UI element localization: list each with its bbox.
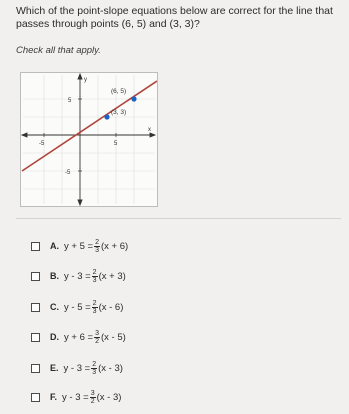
frac-num: 2 bbox=[92, 360, 97, 368]
eq-lhs: y + 6 = bbox=[64, 331, 94, 343]
frac-num: 2 bbox=[92, 268, 97, 276]
choice-letter: A. bbox=[50, 241, 59, 251]
grid bbox=[23, 75, 155, 204]
frac-num: 2 bbox=[95, 238, 99, 246]
eq-fraction bbox=[92, 269, 98, 284]
checkbox-d[interactable] bbox=[31, 333, 40, 342]
eq-fraction bbox=[94, 239, 100, 254]
graph-svg bbox=[21, 73, 157, 206]
choice-letter: B. bbox=[50, 271, 59, 281]
choice-f[interactable] bbox=[31, 390, 121, 404]
eq-fraction bbox=[91, 361, 97, 376]
frac-den: 2 bbox=[90, 397, 95, 405]
instruction-text: Check all that apply. bbox=[16, 45, 101, 56]
point-label-3-3: (3, 3) bbox=[111, 109, 127, 116]
choice-letter: F. bbox=[50, 392, 58, 402]
eq-rhs: (x - 5) bbox=[100, 331, 126, 343]
choice-letter: C. bbox=[50, 302, 59, 312]
choice-equation bbox=[64, 361, 123, 376]
frac-den: 2 bbox=[95, 337, 99, 345]
eq-lhs: y - 3 = bbox=[62, 391, 89, 403]
y-axis-label: y bbox=[84, 77, 87, 83]
y-tick-label-neg: -5 bbox=[65, 170, 71, 176]
frac-num: 3 bbox=[90, 389, 95, 397]
point-6-5 bbox=[131, 96, 136, 101]
checkbox-c[interactable] bbox=[31, 303, 40, 312]
point-label-6-5: (6, 5) bbox=[111, 88, 127, 95]
choice-d[interactable] bbox=[31, 330, 126, 344]
coordinate-graph bbox=[20, 72, 158, 207]
point-3-3 bbox=[104, 114, 109, 119]
frac-den: 3 bbox=[92, 368, 97, 376]
choice-letter: E. bbox=[50, 363, 59, 373]
eq-fraction bbox=[90, 390, 96, 405]
eq-rhs: (x - 6) bbox=[98, 301, 124, 313]
eq-lhs: y + 5 = bbox=[64, 240, 94, 252]
eq-lhs: y - 3 = bbox=[64, 270, 91, 282]
axes bbox=[22, 74, 155, 205]
plotted-line bbox=[22, 81, 157, 171]
choice-equation bbox=[64, 330, 126, 345]
choice-equation bbox=[62, 390, 121, 405]
choice-equation bbox=[64, 300, 123, 315]
choice-equation bbox=[64, 269, 126, 284]
eq-rhs: (x - 3) bbox=[98, 362, 123, 374]
choice-c[interactable] bbox=[31, 300, 123, 314]
eq-rhs: (x - 3) bbox=[96, 391, 122, 403]
frac-den: 3 bbox=[92, 307, 97, 315]
eq-lhs: y - 5 = bbox=[64, 301, 91, 313]
x-tick-label-neg: -5 bbox=[39, 141, 45, 147]
checkbox-b[interactable] bbox=[31, 272, 40, 281]
eq-rhs: (x + 3) bbox=[98, 270, 126, 282]
x-tick-label-pos: 5 bbox=[114, 141, 118, 147]
x-axis-label: x bbox=[148, 127, 151, 133]
choice-a[interactable] bbox=[31, 239, 128, 253]
question-text: Which of the point-slope equations below are correct for the line that passes through points (6, 5) and (3, 3)? bbox=[16, 5, 333, 30]
choice-letter: D. bbox=[50, 332, 59, 342]
y-tick-label-pos: 5 bbox=[68, 98, 72, 104]
frac-num: 2 bbox=[92, 299, 97, 307]
choice-b[interactable] bbox=[31, 269, 126, 283]
frac-num: 3 bbox=[95, 329, 99, 337]
divider bbox=[16, 218, 341, 219]
frac-den: 3 bbox=[95, 246, 99, 254]
choice-equation bbox=[64, 239, 128, 254]
checkbox-f[interactable] bbox=[31, 393, 40, 402]
checkbox-e[interactable] bbox=[31, 364, 40, 373]
checkbox-a[interactable] bbox=[31, 242, 40, 251]
eq-lhs: y - 3 = bbox=[63, 362, 91, 374]
eq-rhs: (x + 6) bbox=[100, 240, 129, 252]
eq-fraction bbox=[92, 300, 98, 315]
choice-e[interactable] bbox=[31, 361, 123, 375]
frac-den: 3 bbox=[92, 276, 97, 284]
eq-fraction bbox=[94, 330, 100, 345]
